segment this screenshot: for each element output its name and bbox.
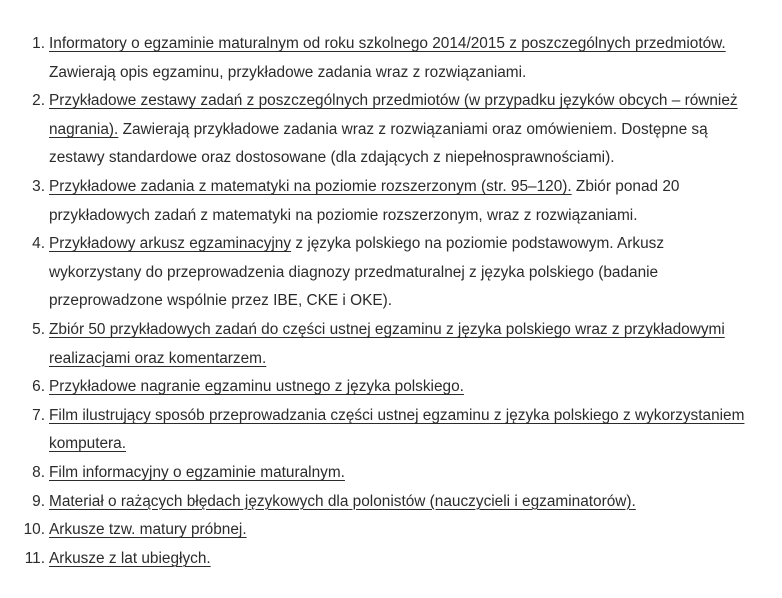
resource-link[interactable]: Przykładowe zadania z matematyki na poziomie rozszerzonym (str. 95–120). xyxy=(49,177,572,195)
resource-link[interactable]: Film ilustrujący sposób przeprowadzania części ustnej egzaminu z języka polskiego z wykorzystaniem komputera. xyxy=(49,406,745,453)
item-description: Zawierają przykładowe zadania wraz z rozwiązaniami oraz omówieniem. Dostępne są zestawy standardowe oraz dostosowane (dla zdających z niepełnosprawnościami). xyxy=(49,120,708,167)
list-item xyxy=(0,30,782,87)
list-item xyxy=(0,516,782,545)
resource-link[interactable]: Informatory o egzaminie maturalnym od roku szkolnego 2014/2015 z poszczególnych przedmiotów. xyxy=(49,35,726,52)
item-number: 10. xyxy=(23,521,45,539)
list-item xyxy=(0,87,782,173)
item-number: 11. xyxy=(24,549,45,567)
item-description: Zbiór ponad 20 przykładowych zadań z matematyki na poziomie rozszerzonym, wraz z rozwiązaniami. xyxy=(49,177,680,224)
item-description: z języka polskiego na poziomie podstawowym. Arkusz wykorzystany do przeprowadzenia diagnozy przedmaturalnej z języka polskiego (badanie przeprowadzone wspólnie przez IBE, CKE i OKE). xyxy=(49,235,665,310)
list-item xyxy=(0,230,782,316)
resource-link[interactable]: Przykładowe zestawy zadań z poszczególnych przedmiotów (w przypadku języków obcych – również nagrania). xyxy=(49,92,738,138)
list-item xyxy=(0,316,782,373)
list-item xyxy=(0,488,782,517)
item-number: 1. xyxy=(32,35,45,52)
resource-link[interactable]: Arkusze tzw. matury próbnej. xyxy=(49,521,247,539)
item-number: 2. xyxy=(32,92,45,110)
item-number: 4. xyxy=(32,235,45,253)
item-number: 3. xyxy=(32,177,45,195)
resource-link[interactable]: Film informacyjny o egzaminie maturalnym. xyxy=(49,463,345,481)
resource-link[interactable]: Arkusze z lat ubiegłych. xyxy=(49,549,211,567)
list-item xyxy=(0,459,782,488)
list-item xyxy=(0,173,782,230)
list-item xyxy=(0,402,782,459)
resource-link[interactable]: Przykładowy arkusz egzaminacyjny xyxy=(49,235,292,253)
item-number: 7. xyxy=(32,406,45,424)
resource-link[interactable]: Materiał o rażących błędach językowych dla polonistów (nauczycieli i egzaminatorów). xyxy=(49,492,636,510)
list-item xyxy=(0,373,782,402)
list-item xyxy=(0,545,782,574)
item-description: Zawierają opis egzaminu, przykładowe zadania wraz z rozwiązaniami. xyxy=(49,63,527,81)
resource-link[interactable]: Zbiór 50 przykładowych zadań do części ustnej egzaminu z języka polskiego wraz z przykładowymi realizacjami oraz komentarzem. xyxy=(49,320,725,367)
item-number: 9. xyxy=(32,492,45,510)
resource-link[interactable]: Przykładowe nagranie egzaminu ustnego z języka polskiego. xyxy=(49,378,464,396)
item-number: 5. xyxy=(32,320,45,338)
item-number: 6. xyxy=(32,378,45,396)
item-number: 8. xyxy=(32,463,45,481)
